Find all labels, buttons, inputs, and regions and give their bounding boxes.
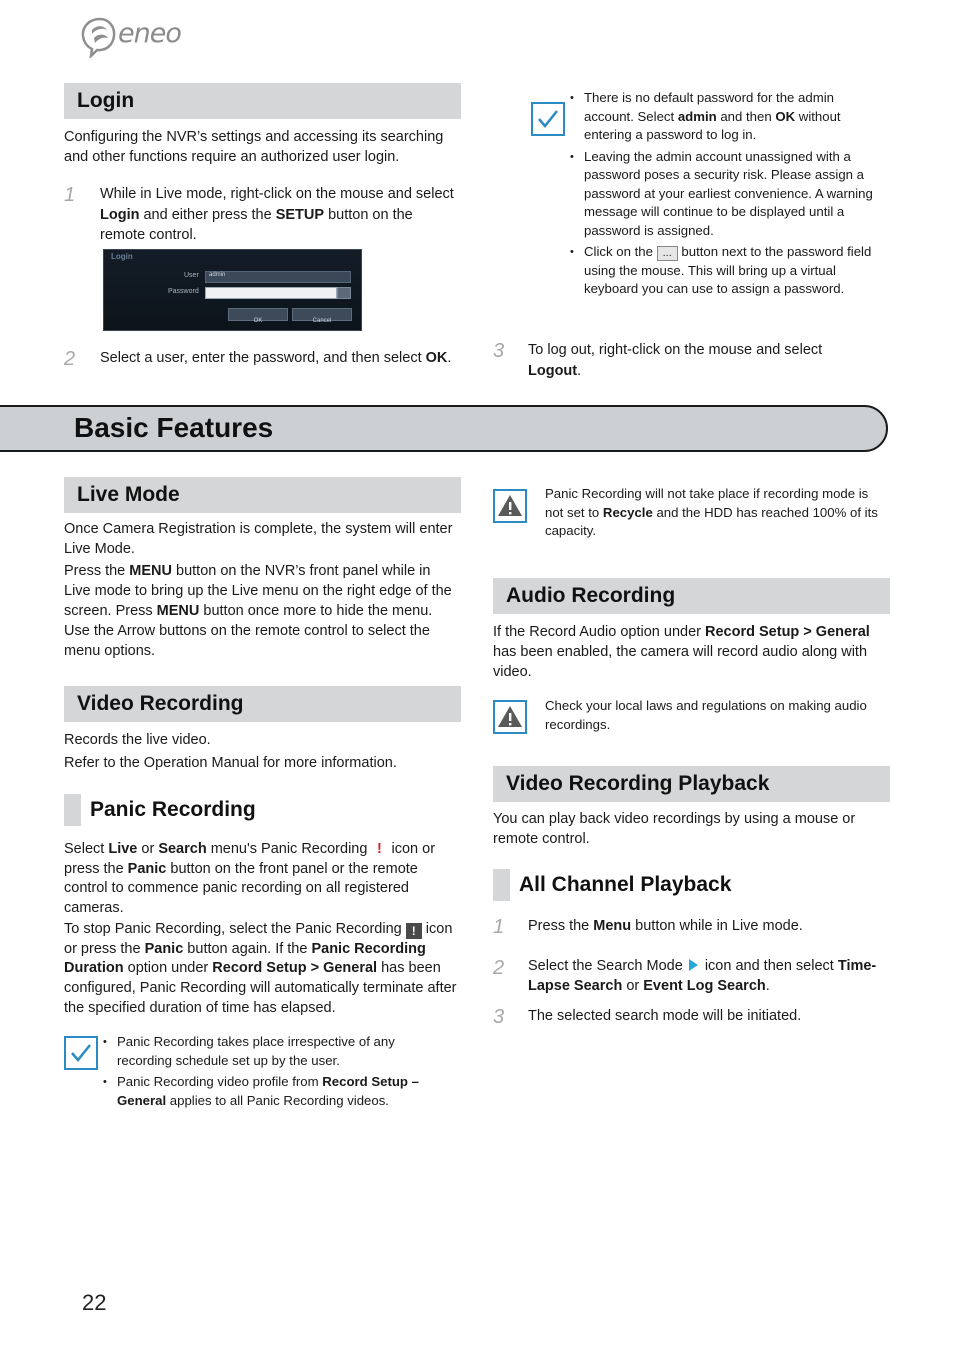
panic-recording-p1: Select Live or Search menu's Panic Recording ! icon or press the Panic button on the front panel or the remote control to commence panic recording on all registered cameras. bbox=[64, 841, 436, 916]
playback-step1-number: 1 bbox=[493, 916, 505, 938]
dialog-cancel-button[interactable]: Cancel bbox=[292, 308, 352, 321]
dialog-password-field[interactable] bbox=[205, 287, 337, 299]
login-step2-number: 2 bbox=[64, 348, 76, 370]
audio-recording-p1: If the Record Audio option under Record Setup > General has been enabled, the camera will record audio along with video. bbox=[493, 624, 870, 680]
login-step1-text: While in Live mode, right-click on the mouse and select Login and either press the SETUP button on the remote control. bbox=[100, 186, 454, 243]
panic-notes-list bbox=[103, 1033, 433, 1113]
playback-heading: Video Recording Playback bbox=[493, 766, 890, 802]
logout-step-text: To log out, right-click on the mouse and select Logout. bbox=[528, 342, 823, 379]
login-dialog-screenshot bbox=[103, 249, 362, 331]
logo-mark-icon bbox=[80, 16, 120, 58]
panic-warning-text: Panic Recording will not take place if recording mode is not set to Recycle and the HDD has reached 100% of its capacity. bbox=[545, 486, 878, 538]
live-mode-p1: Once Camera Registration is complete, the system will enter Live Mode. bbox=[64, 521, 453, 557]
panic-recording-heading: Panic Recording bbox=[64, 794, 461, 826]
video-recording-heading: Video Recording bbox=[64, 686, 461, 722]
panic-stop-icon: ! bbox=[406, 923, 422, 939]
playback-step3-text: The selected search mode will be initiated. bbox=[528, 1008, 802, 1024]
note-check-icon bbox=[531, 102, 565, 136]
login-step1-number: 1 bbox=[64, 184, 76, 206]
dialog-title: Login bbox=[111, 252, 133, 261]
brand-name: eneo bbox=[118, 18, 181, 49]
live-mode-heading: Live Mode bbox=[64, 477, 461, 513]
panic-note-check-icon bbox=[64, 1036, 98, 1070]
playback-step2-text: Select the Search Mode icon and then select Time-Lapse Search or Event Log Search. bbox=[528, 958, 877, 994]
panic-note-1: • Panic Recording takes place irrespective of any recording schedule set up by the user. bbox=[103, 1033, 433, 1070]
basic-features-banner bbox=[0, 405, 888, 452]
live-mode-p2: Press the MENU button on the NVR’s front panel while in Live mode to bring up the Live menu on the right edge of the screen. Press MENU button once more to hide the menu. Use the Arrow buttons on the remote control to select the menu options. bbox=[64, 563, 452, 659]
playback-step3-number: 3 bbox=[493, 1006, 505, 1028]
dialog-password-label: Password bbox=[168, 288, 199, 295]
audio-warning-icon bbox=[493, 700, 527, 734]
search-mode-play-icon bbox=[689, 959, 698, 971]
video-recording-p2: Refer to the Operation Manual for more information. bbox=[64, 755, 397, 771]
dialog-keyboard-button[interactable] bbox=[337, 287, 351, 299]
panic-note-2: • Panic Recording video profile from Record Setup – General applies to all Panic Recording videos. bbox=[103, 1073, 433, 1110]
playback-p1: You can play back video recordings by using a mouse or remote control. bbox=[493, 811, 856, 847]
dialog-ok-button[interactable]: OK bbox=[228, 308, 288, 321]
panic-recording-p2: To stop Panic Recording, select the Panic Recording ! icon or press the Panic button again. If the Panic Recording Duration option under Record Setup > General has been configured, Panic Recording will automatically terminate after the specified duration of time has elapsed. bbox=[64, 921, 457, 1016]
all-channel-playback-heading: All Channel Playback bbox=[493, 869, 890, 901]
login-note-3: • Click on the ... button next to the password field using the mouse. This will bring up a virtual keyboard you can use to assign a password. bbox=[570, 243, 880, 299]
audio-warning-text: Check your local laws and regulations on making audio recordings. bbox=[545, 698, 867, 732]
login-note-1: • There is no default password for the admin account. Select admin and then OK without entering a password to log in. bbox=[570, 89, 880, 145]
banner-title: Basic Features bbox=[74, 412, 274, 443]
login-notes-list bbox=[570, 89, 880, 302]
video-recording-p1: Records the live video. bbox=[64, 732, 211, 748]
login-heading: Login bbox=[64, 83, 461, 119]
panic-warning-icon bbox=[493, 489, 527, 523]
playback-step1-text: Press the Menu button while in Live mode. bbox=[528, 918, 803, 934]
login-note-2: • Leaving the admin account unassigned with a password poses a security risk. Please assign a password at your earliest convenience. A warning message will continue to be displayed until a password is assigned. bbox=[570, 148, 880, 241]
panic-red-icon: ! bbox=[377, 841, 382, 857]
logout-step-number: 3 bbox=[493, 340, 505, 362]
login-intro: Configuring the NVR’s settings and accessing its searching and other functions require an authorized user login. bbox=[64, 129, 444, 165]
eneo-logo bbox=[80, 16, 190, 60]
dialog-user-label: User bbox=[184, 272, 199, 279]
audio-recording-heading: Audio Recording bbox=[493, 578, 890, 614]
playback-step2-number: 2 bbox=[493, 957, 505, 979]
dialog-user-select[interactable]: admin bbox=[205, 271, 351, 283]
login-step2-text: Select a user, enter the password, and then select OK. bbox=[100, 350, 452, 366]
page-number: 22 bbox=[82, 1290, 107, 1315]
inline-ellipsis-button: ... bbox=[657, 246, 678, 261]
